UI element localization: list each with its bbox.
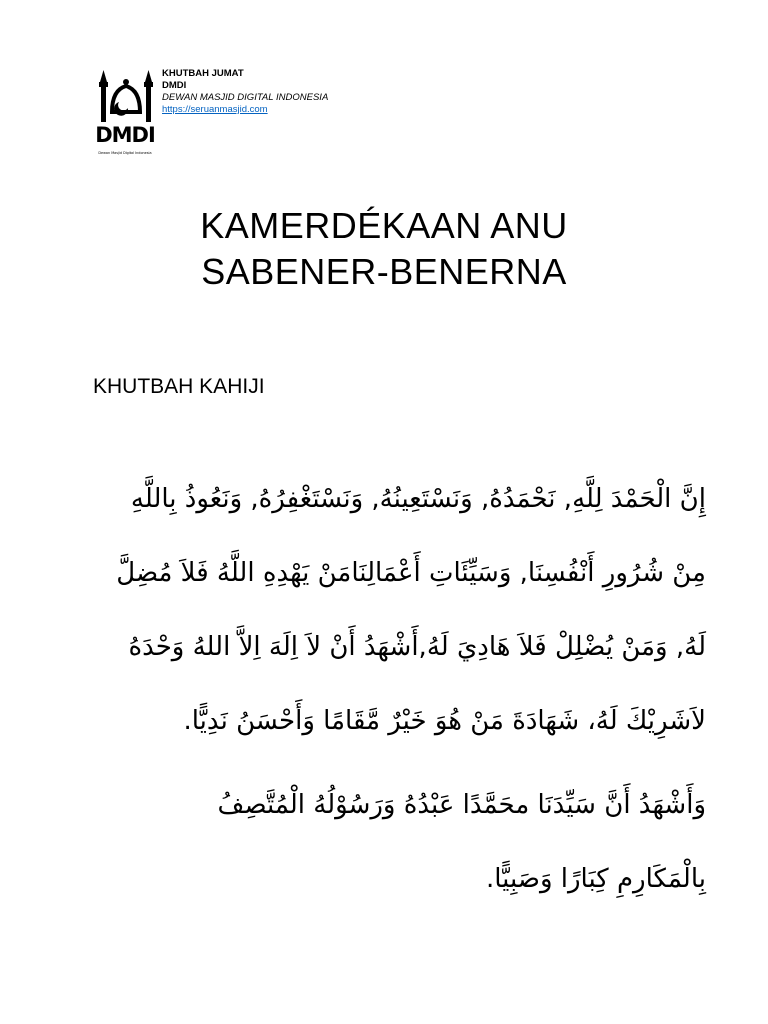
arabic-line: لاَشَرِيْكَ لَهُ، شَهَادَةَ مَنْ هُوَ خَيْرٌ مَّقَامًا وَأَحْسَنُ نَدِيًّا.: [183, 706, 706, 736]
logo-caption: Dewan Masjid Digital Indonesia: [98, 151, 152, 155]
dmdi-mosque-logo-icon: [92, 68, 158, 160]
arabic-line: مِنْ شُرُورِ أَنْفُسِنَا, وَسَيِّئَاتِ أَعْمَالِنَامَنْ يَهْدِهِ اللَّهُ فَلاَ مُضِلَّ: [116, 558, 706, 588]
title-line-1: KAMERDÉKAAN ANU: [200, 205, 568, 246]
arabic-line: بِالْمَكَارِمِ كِبَارًا وَصَبِيًّا.: [485, 864, 706, 894]
arabic-line: وَأَشْهَدُ أَنَّ سَيِّدَنَا محَمَّدًا عَبْدُهُ وَرَسُوْلُهُ الْمُتَّصِفُ: [217, 790, 706, 820]
header-line-organization: DEWAN MASJID DIGITAL INDONESIA: [162, 92, 329, 103]
header-text-block: [162, 68, 328, 116]
document-title: [0, 203, 768, 295]
website-link[interactable]: https://seruanmasjid.com: [162, 104, 268, 115]
header-line-khutbah-jumat: KHUTBAH JUMAT: [162, 68, 244, 79]
arabic-line: لَهُ, وَمَنْ يُضْلِلْ فَلاَ هَادِيَ لَهُ,أَشْهَدُ أَنْ لاَ اِلَهَ اِلاَّ اللهُ وَحْدَهُ: [128, 632, 706, 662]
logo-text: DMDI: [95, 123, 155, 147]
document-header: [92, 68, 512, 160]
section-heading: KHUTBAH KAHIJI: [93, 375, 265, 398]
arabic-line: إِنَّ الْحَمْدَ لِلَّهِ, نَحْمَدُهُ, وَنَسْتَعِينُهُ, وَنَسْتَغْفِرُهُ, وَنَعُوذُ بِاللَّهِ: [130, 484, 706, 514]
header-line-dmdi: DMDI: [162, 80, 187, 91]
arabic-paragraph-1: [86, 462, 706, 758]
title-line-2: SABENER-BENERNA: [201, 251, 567, 292]
arabic-paragraph-2: [86, 768, 706, 916]
